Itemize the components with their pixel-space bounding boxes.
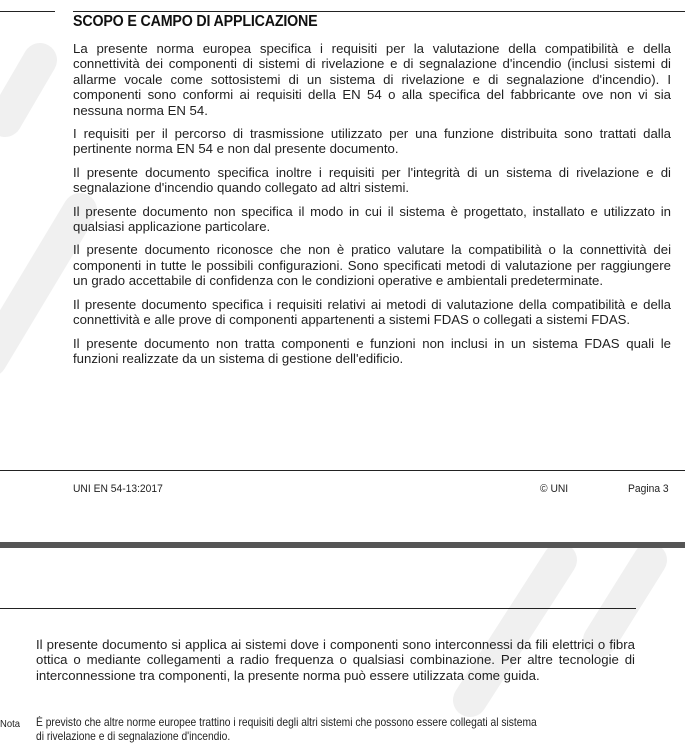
top-rule-left [0,11,55,12]
section-body [73,41,671,374]
note-line: di rivelazione e di segnalazione d'incendio. [36,730,231,743]
page-separator [0,542,685,548]
top-rule-right [73,11,685,12]
paragraph: I requisiti per il percorso di trasmissione utilizzato per una funzione distribuita sono trattati dalla pertinente norma EN 54 e non dal presente documento. [73,126,671,157]
section-title: SCOPO E CAMPO DI APPLICAZIONE [73,13,318,30]
page2-top-rule [0,608,636,609]
paragraph: Il presente documento specifica i requisiti relativi ai metodi di valutazione della compatibilità e della connettività e alle prove di componenti appartenenti a sistemi FDAS o collegati a sistemi FDAS. [73,296,671,328]
paragraph: Il presente documento non tratta componenti e funzioni non inclusi in un sistema FDAS quali le funzioni realizzate da un sistema di gestione dell'edificio. [73,335,671,366]
paragraph: Il presente documento si applica ai sistemi dove i componenti sono interconnessi da fili elettrici o fibra ottica o mediante collegamenti a radio frequenza o qualsiasi combinazione. Per altre tecnologie di interconnessione tra componenti, la presente norma può essere utilizzata come guida. [36,637,635,683]
note-text [36,716,647,744]
footer-copyright: © UNI [540,483,569,495]
note-line: È previsto che altre norme europee trattino i requisiti degli altri sistemi che possono essere collegati al sistema [36,716,537,729]
paragraph: Il presente documento riconosce che non è pratico valutare la compatibilità o la connettività dei componenti in tutte le possibili configurazioni. Sono specificati metodi di valutazione per raggiungere un grado accettabile di confidenza con le condizioni operative e ambientali predeterminate. [73,242,671,289]
footer-document-id: UNI EN 54-13:2017 [73,483,163,495]
page2-body [36,637,635,691]
paragraph: La presente norma europea specifica i requisiti per la valutazione della compatibilità e della connettività dei componenti di sistemi di rivelazione e di segnalazione d'incendio (inclusi sistemi di allarme vocale come sottosistemi di un sistema di rivelazione e di segnalazione d'incendio). I componenti sono conformi ai requisiti della EN 54 o alla specifica del fabbricante ove non vi sia nessuna norma EN 54. [73,41,671,118]
footer-rule [0,470,685,471]
note-label: Nota [0,718,20,730]
footer-page-number: Pagina 3 [628,483,669,495]
paragraph: Il presente documento specifica inoltre i requisiti per l'integrità di un sistema di rivelazione e di segnalazione d'incendio quando collegato ad altri sistemi. [73,164,671,196]
paragraph: Il presente documento non specifica il modo in cui il sistema è progettato, installato e utilizzato in qualsiasi applicazione particolare. [73,203,671,235]
